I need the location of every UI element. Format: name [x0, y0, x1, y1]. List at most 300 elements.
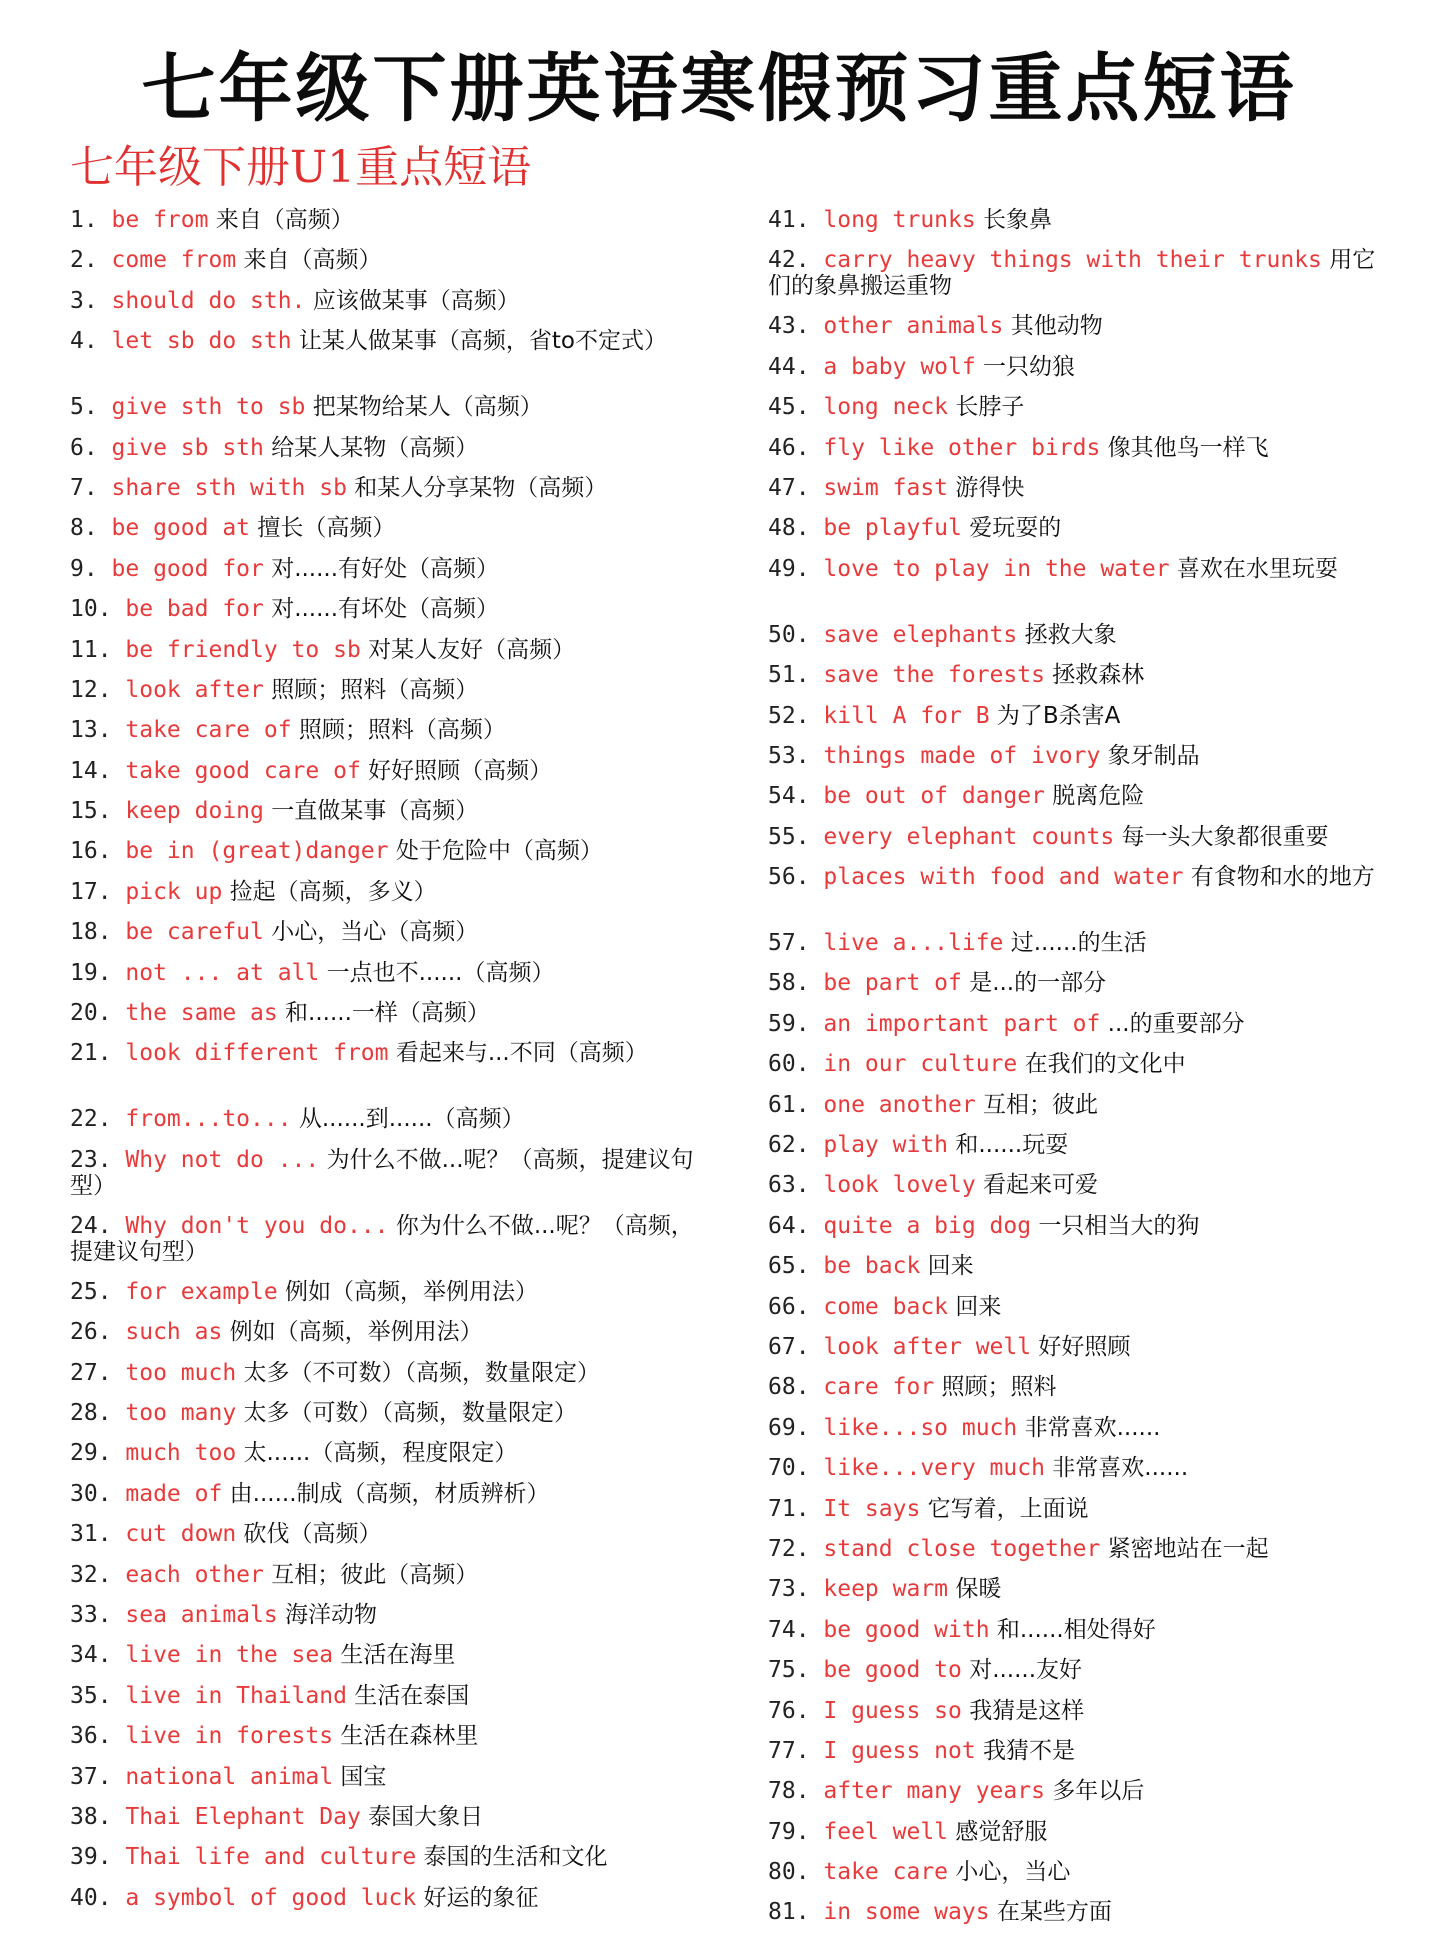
phrase-item [768, 1536, 1398, 1576]
phrase-number: 50. [768, 621, 824, 648]
phrase-english: be playful [823, 515, 962, 542]
phrase-chinese: 太多（不可数）（高频，数量限定） [243, 1359, 600, 1386]
phrase-english: look lovely [823, 1172, 976, 1199]
phrase-english: take care [823, 1859, 949, 1886]
phrase-chinese: 游得快 [955, 474, 1025, 501]
phrase-number: 45. [768, 394, 824, 421]
phrase-english: be part of [823, 970, 962, 997]
phrase-list-right [768, 207, 1398, 1940]
phrase-chinese: 对......有好处（高频） [271, 555, 500, 582]
phrase-item [768, 1011, 1398, 1051]
phrase-item [70, 207, 700, 247]
phrase-english: stand close together [823, 1535, 1101, 1562]
phrase-number: 8. [70, 515, 112, 542]
phrase-number: 14. [70, 757, 126, 784]
phrase-chinese: 你为什么不做...呢？（高频，提建议句型） [70, 1212, 694, 1265]
phrase-number: 1. [70, 207, 112, 233]
phrase-chinese: 和......一样（高频） [285, 1000, 490, 1027]
phrase-english: It says [823, 1495, 921, 1522]
phrase-chinese: 和......相处得好 [996, 1616, 1156, 1643]
phrase-chinese: 擅长（高频） [257, 515, 396, 542]
phrase-english: made of [125, 1480, 223, 1507]
phrase-number: 42. [768, 247, 824, 274]
phrase-item [70, 1844, 700, 1884]
phrase-chinese: 在我们的文化中 [1024, 1051, 1186, 1078]
phrase-item [768, 1576, 1398, 1616]
phrase-item [70, 1602, 700, 1642]
phrase-item [70, 960, 700, 1000]
phrase-chinese: 照顾；照料（高频） [271, 676, 479, 703]
phrase-english: care for [823, 1374, 935, 1401]
phrase-english: save elephants [823, 621, 1018, 648]
phrase-english: each other [125, 1561, 264, 1588]
phrase-number: 61. [768, 1091, 824, 1118]
phrase-item [70, 717, 700, 757]
phrase-chinese: 生活在森林里 [340, 1723, 479, 1750]
phrase-chinese: 感觉舒服 [955, 1818, 1048, 1845]
phrase-item [768, 1132, 1398, 1172]
phrase-chinese: 国宝 [340, 1763, 387, 1790]
phrase-chinese: 一直做某事（高频） [271, 798, 479, 825]
phrase-number: 36. [70, 1723, 126, 1750]
phrase-english: be from [111, 207, 209, 233]
phrase-english: much too [125, 1440, 237, 1467]
phrase-item [70, 919, 700, 959]
phrase-item [70, 637, 700, 677]
phrase-number: 3. [70, 287, 112, 314]
phrase-english: look after well [823, 1333, 1032, 1360]
phrase-chinese: 好运的象征 [423, 1884, 539, 1911]
phrase-item [70, 838, 700, 878]
phrase-number: 20. [70, 1000, 126, 1027]
phrase-english: live a...life [823, 930, 1004, 957]
phrase-number: 55. [768, 823, 824, 850]
phrase-english: such as [125, 1319, 223, 1346]
phrase-english: let sb do sth [111, 328, 292, 355]
phrase-item [768, 743, 1398, 783]
phrase-chinese: 一只相当大的狗 [1038, 1212, 1200, 1239]
phrase-chinese: 小心，当心（高频） [271, 919, 479, 946]
phrase-english: from...to... [125, 1106, 292, 1133]
phrase-english: play with [823, 1132, 949, 1159]
phrase-item [70, 435, 700, 475]
phrase-chinese: 互相；彼此（高频） [271, 1561, 479, 1588]
phrase-item [70, 677, 700, 717]
phrase-number: 43. [768, 313, 824, 340]
phrase-english: a symbol of good luck [125, 1884, 417, 1911]
phrase-chinese: 对......有坏处（高频） [271, 596, 500, 623]
phrase-english: I guess so [823, 1697, 962, 1724]
phrase-english: be back [823, 1253, 921, 1280]
phrase-number: 13. [70, 717, 126, 744]
phrase-number: 39. [70, 1844, 126, 1871]
phrase-number: 73. [768, 1576, 824, 1603]
phrase-english: give sth to sb [111, 394, 306, 421]
phrase-english: in our culture [823, 1051, 1018, 1078]
phrase-item [768, 1819, 1398, 1859]
phrase-item [70, 1000, 700, 1040]
phrase-english: be good for [111, 555, 264, 582]
phrase-item [768, 930, 1398, 970]
phrase-english: look different from [125, 1040, 389, 1067]
phrase-list-left [70, 207, 700, 1925]
phrase-english: feel well [823, 1818, 949, 1845]
phrase-chinese: 我猜是这样 [969, 1697, 1085, 1724]
phrase-number: 28. [70, 1399, 126, 1426]
phrase-number: 22. [70, 1106, 126, 1133]
phrase-item [768, 783, 1398, 823]
phrase-english: sea animals [125, 1601, 278, 1628]
phrase-chinese: 太多（可数）（高频，数量限定） [243, 1399, 577, 1426]
phrase-chinese: 例如（高频，举例用法） [285, 1278, 539, 1305]
phrase-number: 56. [768, 864, 824, 891]
phrase-item [768, 1698, 1398, 1738]
phrase-item [768, 354, 1398, 394]
phrase-item [70, 1147, 700, 1213]
phrase-number: 27. [70, 1359, 126, 1386]
phrase-item [70, 1642, 700, 1682]
phrase-chinese: 和......玩耍 [955, 1132, 1069, 1159]
phrase-number: 15. [70, 798, 126, 825]
phrase-english: like...very much [823, 1455, 1045, 1482]
phrase-chinese: ...的重要部分 [1107, 1010, 1245, 1037]
phrase-english: places with food and water [823, 864, 1184, 891]
phrase-item [70, 596, 700, 636]
phrase-number: 48. [768, 515, 824, 542]
phrase-number: 51. [768, 662, 824, 689]
phrase-number: 70. [768, 1455, 824, 1482]
phrase-item [768, 207, 1398, 247]
phrase-english: a baby wolf [823, 353, 976, 380]
phrase-chinese: 海洋动物 [285, 1601, 378, 1628]
phrase-number: 4. [70, 328, 112, 355]
phrase-chinese: 照顾；照料 [941, 1374, 1057, 1401]
phrase-chinese: 互相；彼此 [983, 1091, 1099, 1118]
phrase-chinese: 捡起（高频，多义） [229, 878, 437, 905]
phrase-chinese: 看起来与...不同（高频） [395, 1040, 648, 1067]
phrase-number: 52. [768, 702, 824, 729]
phrase-number: 76. [768, 1697, 824, 1724]
phrase-item [768, 313, 1398, 353]
phrase-number: 46. [768, 434, 824, 461]
phrase-number: 2. [70, 247, 112, 274]
phrase-number: 26. [70, 1319, 126, 1346]
phrase-number: 33. [70, 1601, 126, 1628]
phrase-english: be careful [125, 919, 264, 946]
phrase-english: be in (great)danger [125, 838, 389, 865]
phrase-item [768, 1738, 1398, 1778]
phrase-item [70, 394, 700, 434]
phrase-chinese: 把某物给某人（高频） [312, 394, 543, 421]
phrase-english: in some ways [823, 1899, 990, 1926]
phrase-number: 53. [768, 742, 824, 769]
phrase-item [768, 1778, 1398, 1818]
phrase-chinese: 我猜不是 [983, 1737, 1076, 1764]
phrase-item [70, 1106, 700, 1146]
phrase-english: Thai Elephant Day [125, 1803, 361, 1830]
phrase-english: be good at [111, 515, 251, 542]
phrase-number: 35. [70, 1682, 126, 1709]
phrase-item [768, 1172, 1398, 1212]
phrase-chinese: 好好照顾 [1038, 1333, 1131, 1360]
phrase-item [768, 662, 1398, 702]
phrase-chinese: 处于危险中（高频） [395, 838, 603, 865]
phrase-english: too many [125, 1399, 237, 1426]
phrase-item [768, 703, 1398, 743]
phrase-number: 29. [70, 1440, 126, 1467]
phrase-english: look after [125, 676, 264, 703]
phrase-item [768, 1415, 1398, 1455]
phrase-chinese: 其他动物 [1010, 313, 1103, 340]
phrase-item [768, 1657, 1398, 1697]
phrase-item [768, 1455, 1398, 1495]
phrase-number: 66. [768, 1293, 824, 1320]
phrase-item [70, 1040, 700, 1106]
phrase-chinese: 象牙制品 [1107, 742, 1200, 769]
phrase-number: 24. [70, 1212, 126, 1239]
phrase-english: share sth with sb [111, 474, 347, 501]
phrase-item [70, 1440, 700, 1480]
phrase-english: national animal [125, 1763, 334, 1790]
phrase-english: should do sth. [111, 287, 306, 314]
phrase-number: 68. [768, 1374, 824, 1401]
phrase-chinese: 长脖子 [955, 394, 1025, 421]
phrase-english: be bad for [125, 596, 264, 623]
phrase-english: come back [823, 1293, 949, 1320]
phrase-number: 19. [70, 959, 126, 986]
phrase-item [70, 1764, 700, 1804]
phrase-chinese: 为了B杀害A [996, 702, 1121, 729]
phrase-item [70, 475, 700, 515]
phrase-item [70, 556, 700, 596]
phrase-chinese: 是...的一部分 [969, 970, 1107, 997]
phrase-number: 81. [768, 1899, 824, 1926]
phrase-chinese: 像其他鸟一样飞 [1107, 434, 1269, 461]
phrase-item [768, 970, 1398, 1010]
phrase-number: 54. [768, 783, 824, 810]
phrase-english: like...so much [823, 1414, 1018, 1441]
phrase-item [70, 1279, 700, 1319]
phrase-number: 32. [70, 1561, 126, 1588]
phrase-item [768, 515, 1398, 555]
phrase-english: give sb sth [111, 434, 264, 461]
phrase-english: Why not do ... [125, 1146, 320, 1173]
phrase-english: live in the sea [125, 1642, 334, 1669]
phrase-number: 75. [768, 1657, 824, 1684]
phrase-item [70, 515, 700, 555]
phrase-item [768, 1213, 1398, 1253]
phrase-number: 21. [70, 1040, 126, 1067]
phrase-item [768, 1294, 1398, 1334]
phrase-english: other animals [823, 313, 1004, 340]
phrase-item [70, 247, 700, 287]
phrase-number: 11. [70, 636, 126, 663]
phrase-number: 64. [768, 1212, 824, 1239]
phrase-item [70, 1804, 700, 1844]
phrase-chinese: 拯救森林 [1052, 662, 1145, 689]
phrase-number: 9. [70, 555, 112, 582]
phrase-chinese: 生活在泰国 [354, 1682, 470, 1709]
phrase-chinese: 非常喜欢...... [1052, 1455, 1189, 1482]
phrase-number: 74. [768, 1616, 824, 1643]
phrase-item [70, 1319, 700, 1359]
phrase-english: swim fast [823, 474, 949, 501]
phrase-chinese: 每一头大象都很重要 [1121, 823, 1329, 850]
phrase-chinese: 砍伐（高频） [243, 1521, 382, 1548]
phrase-item [768, 435, 1398, 475]
phrase-number: 17. [70, 878, 126, 905]
phrase-english: Why don't you do... [125, 1212, 389, 1239]
phrase-number: 67. [768, 1333, 824, 1360]
phrase-item [768, 864, 1398, 930]
phrase-number: 23. [70, 1146, 126, 1173]
phrase-number: 80. [768, 1859, 824, 1886]
phrase-item [70, 879, 700, 919]
phrase-number: 25. [70, 1278, 126, 1305]
phrase-english: things made of ivory [823, 742, 1101, 769]
phrase-chinese: 应该做某事（高频） [312, 287, 520, 314]
phrase-chinese: 好好照顾（高频） [368, 757, 553, 784]
phrase-number: 10. [70, 596, 126, 623]
phrase-number: 78. [768, 1778, 824, 1805]
phrase-english: cut down [125, 1521, 237, 1548]
phrase-chinese: 脱离危险 [1052, 783, 1145, 810]
phrase-english: too much [125, 1359, 237, 1386]
phrase-chinese: 小心，当心 [955, 1859, 1071, 1886]
phrase-number: 7. [70, 474, 112, 501]
phrase-chinese: 和某人分享某物（高频） [354, 474, 608, 501]
phrase-english: every elephant counts [823, 823, 1115, 850]
phrase-number: 63. [768, 1172, 824, 1199]
phrase-number: 38. [70, 1803, 126, 1830]
phrase-english: live in forests [125, 1723, 334, 1750]
phrase-chinese: 回来 [955, 1293, 1002, 1320]
phrase-english: keep doing [125, 798, 264, 825]
phrase-english: not ... at all [125, 959, 320, 986]
phrase-english: I guess not [823, 1737, 976, 1764]
phrase-item [70, 758, 700, 798]
phrase-chinese: 一只幼狼 [983, 353, 1076, 380]
phrase-item [768, 247, 1398, 313]
phrase-chinese: 看起来可爱 [983, 1172, 1099, 1199]
phrase-item [768, 1334, 1398, 1374]
phrase-english: come from [111, 247, 237, 274]
phrase-item [768, 622, 1398, 662]
phrase-chinese: 有食物和水的地方 [1190, 864, 1375, 891]
phrase-chinese: 泰国的生活和文化 [423, 1844, 608, 1871]
phrase-item [70, 1562, 700, 1602]
phrase-english: the same as [125, 1000, 278, 1027]
phrase-item [70, 288, 700, 328]
phrase-english: long trunks [823, 207, 976, 233]
phrase-chinese: 对......友好 [969, 1657, 1083, 1684]
phrase-english: pick up [125, 878, 223, 905]
phrase-number: 49. [768, 555, 824, 582]
phrase-chinese: 非常喜欢...... [1024, 1414, 1161, 1441]
phrase-chinese: 过......的生活 [1010, 930, 1147, 957]
phrase-item [70, 1360, 700, 1400]
phrase-chinese: 为什么不做...呢？（高频，提建议句型） [70, 1146, 694, 1199]
phrase-chinese: 从......到......（高频） [298, 1106, 525, 1133]
phrase-item [70, 1400, 700, 1440]
phrase-number: 18. [70, 919, 126, 946]
phrase-english: take good care of [125, 757, 361, 784]
phrase-number: 58. [768, 970, 824, 997]
phrase-item [768, 1859, 1398, 1899]
phrase-english: carry heavy things with their trunks [823, 247, 1322, 274]
phrase-chinese: 来自（高频） [215, 207, 354, 233]
phrase-chinese: 多年以后 [1052, 1778, 1145, 1805]
phrase-item [70, 1521, 700, 1561]
phrase-item [70, 1723, 700, 1763]
phrase-chinese: 长象鼻 [983, 207, 1053, 233]
phrase-item [768, 475, 1398, 515]
phrase-item [70, 1683, 700, 1723]
phrase-item [768, 1374, 1398, 1414]
phrase-number: 60. [768, 1051, 824, 1078]
phrase-number: 16. [70, 838, 126, 865]
phrase-english: keep warm [823, 1576, 949, 1603]
phrase-chinese: 对某人友好（高频） [368, 636, 576, 663]
phrase-english: live in Thailand [125, 1682, 347, 1709]
phrase-english: one another [823, 1091, 976, 1118]
phrase-chinese: 爱玩耍的 [969, 515, 1062, 542]
phrase-english: love to play in the water [823, 555, 1170, 582]
phrase-item [768, 1051, 1398, 1091]
phrase-english: an important part of [823, 1010, 1101, 1037]
phrase-number: 71. [768, 1495, 824, 1522]
phrase-chinese: 例如（高频，举例用法） [229, 1319, 483, 1346]
phrase-chinese: 给某人某物（高频） [271, 434, 479, 461]
phrase-number: 5. [70, 394, 112, 421]
phrase-item [70, 798, 700, 838]
phrase-number: 30. [70, 1480, 126, 1507]
phrase-number: 41. [768, 207, 824, 233]
phrase-english: be out of danger [823, 783, 1045, 810]
phrase-item [70, 1481, 700, 1521]
phrase-number: 59. [768, 1010, 824, 1037]
phrase-chinese: 照顾；照料（高频） [298, 717, 506, 744]
section-title: 七年级下册U1重点短语 [70, 142, 532, 193]
phrase-chinese: 泰国大象日 [368, 1803, 484, 1830]
phrase-chinese: 在某些方面 [996, 1899, 1112, 1926]
phrase-english: save the forests [823, 662, 1045, 689]
phrase-chinese: 太......（高频，程度限定） [243, 1440, 518, 1467]
phrase-english: kill A for B [823, 702, 990, 729]
phrase-item [768, 556, 1398, 622]
phrase-number: 69. [768, 1414, 824, 1441]
phrase-item [768, 1092, 1398, 1132]
phrase-item [70, 1885, 700, 1925]
phrase-english: for example [125, 1278, 278, 1305]
phrase-number: 65. [768, 1253, 824, 1280]
phrase-chinese: 让某人做某事（高频，省to不定式） [298, 328, 667, 355]
phrase-english: fly like other birds [823, 434, 1101, 461]
phrase-number: 44. [768, 353, 824, 380]
phrase-chinese: 紧密地站在一起 [1107, 1535, 1269, 1562]
phrase-number: 31. [70, 1521, 126, 1548]
phrase-chinese: 来自（高频） [243, 247, 382, 274]
phrase-english: be good to [823, 1657, 962, 1684]
phrase-number: 72. [768, 1535, 824, 1562]
phrase-chinese: 它写着，上面说 [927, 1495, 1089, 1522]
phrase-number: 12. [70, 676, 126, 703]
phrase-english: take care of [125, 717, 292, 744]
phrase-chinese: 拯救大象 [1024, 621, 1117, 648]
phrase-english: quite a big dog [823, 1212, 1032, 1239]
phrase-item [768, 824, 1398, 864]
phrase-chinese: 喜欢在水里玩耍 [1176, 555, 1338, 582]
